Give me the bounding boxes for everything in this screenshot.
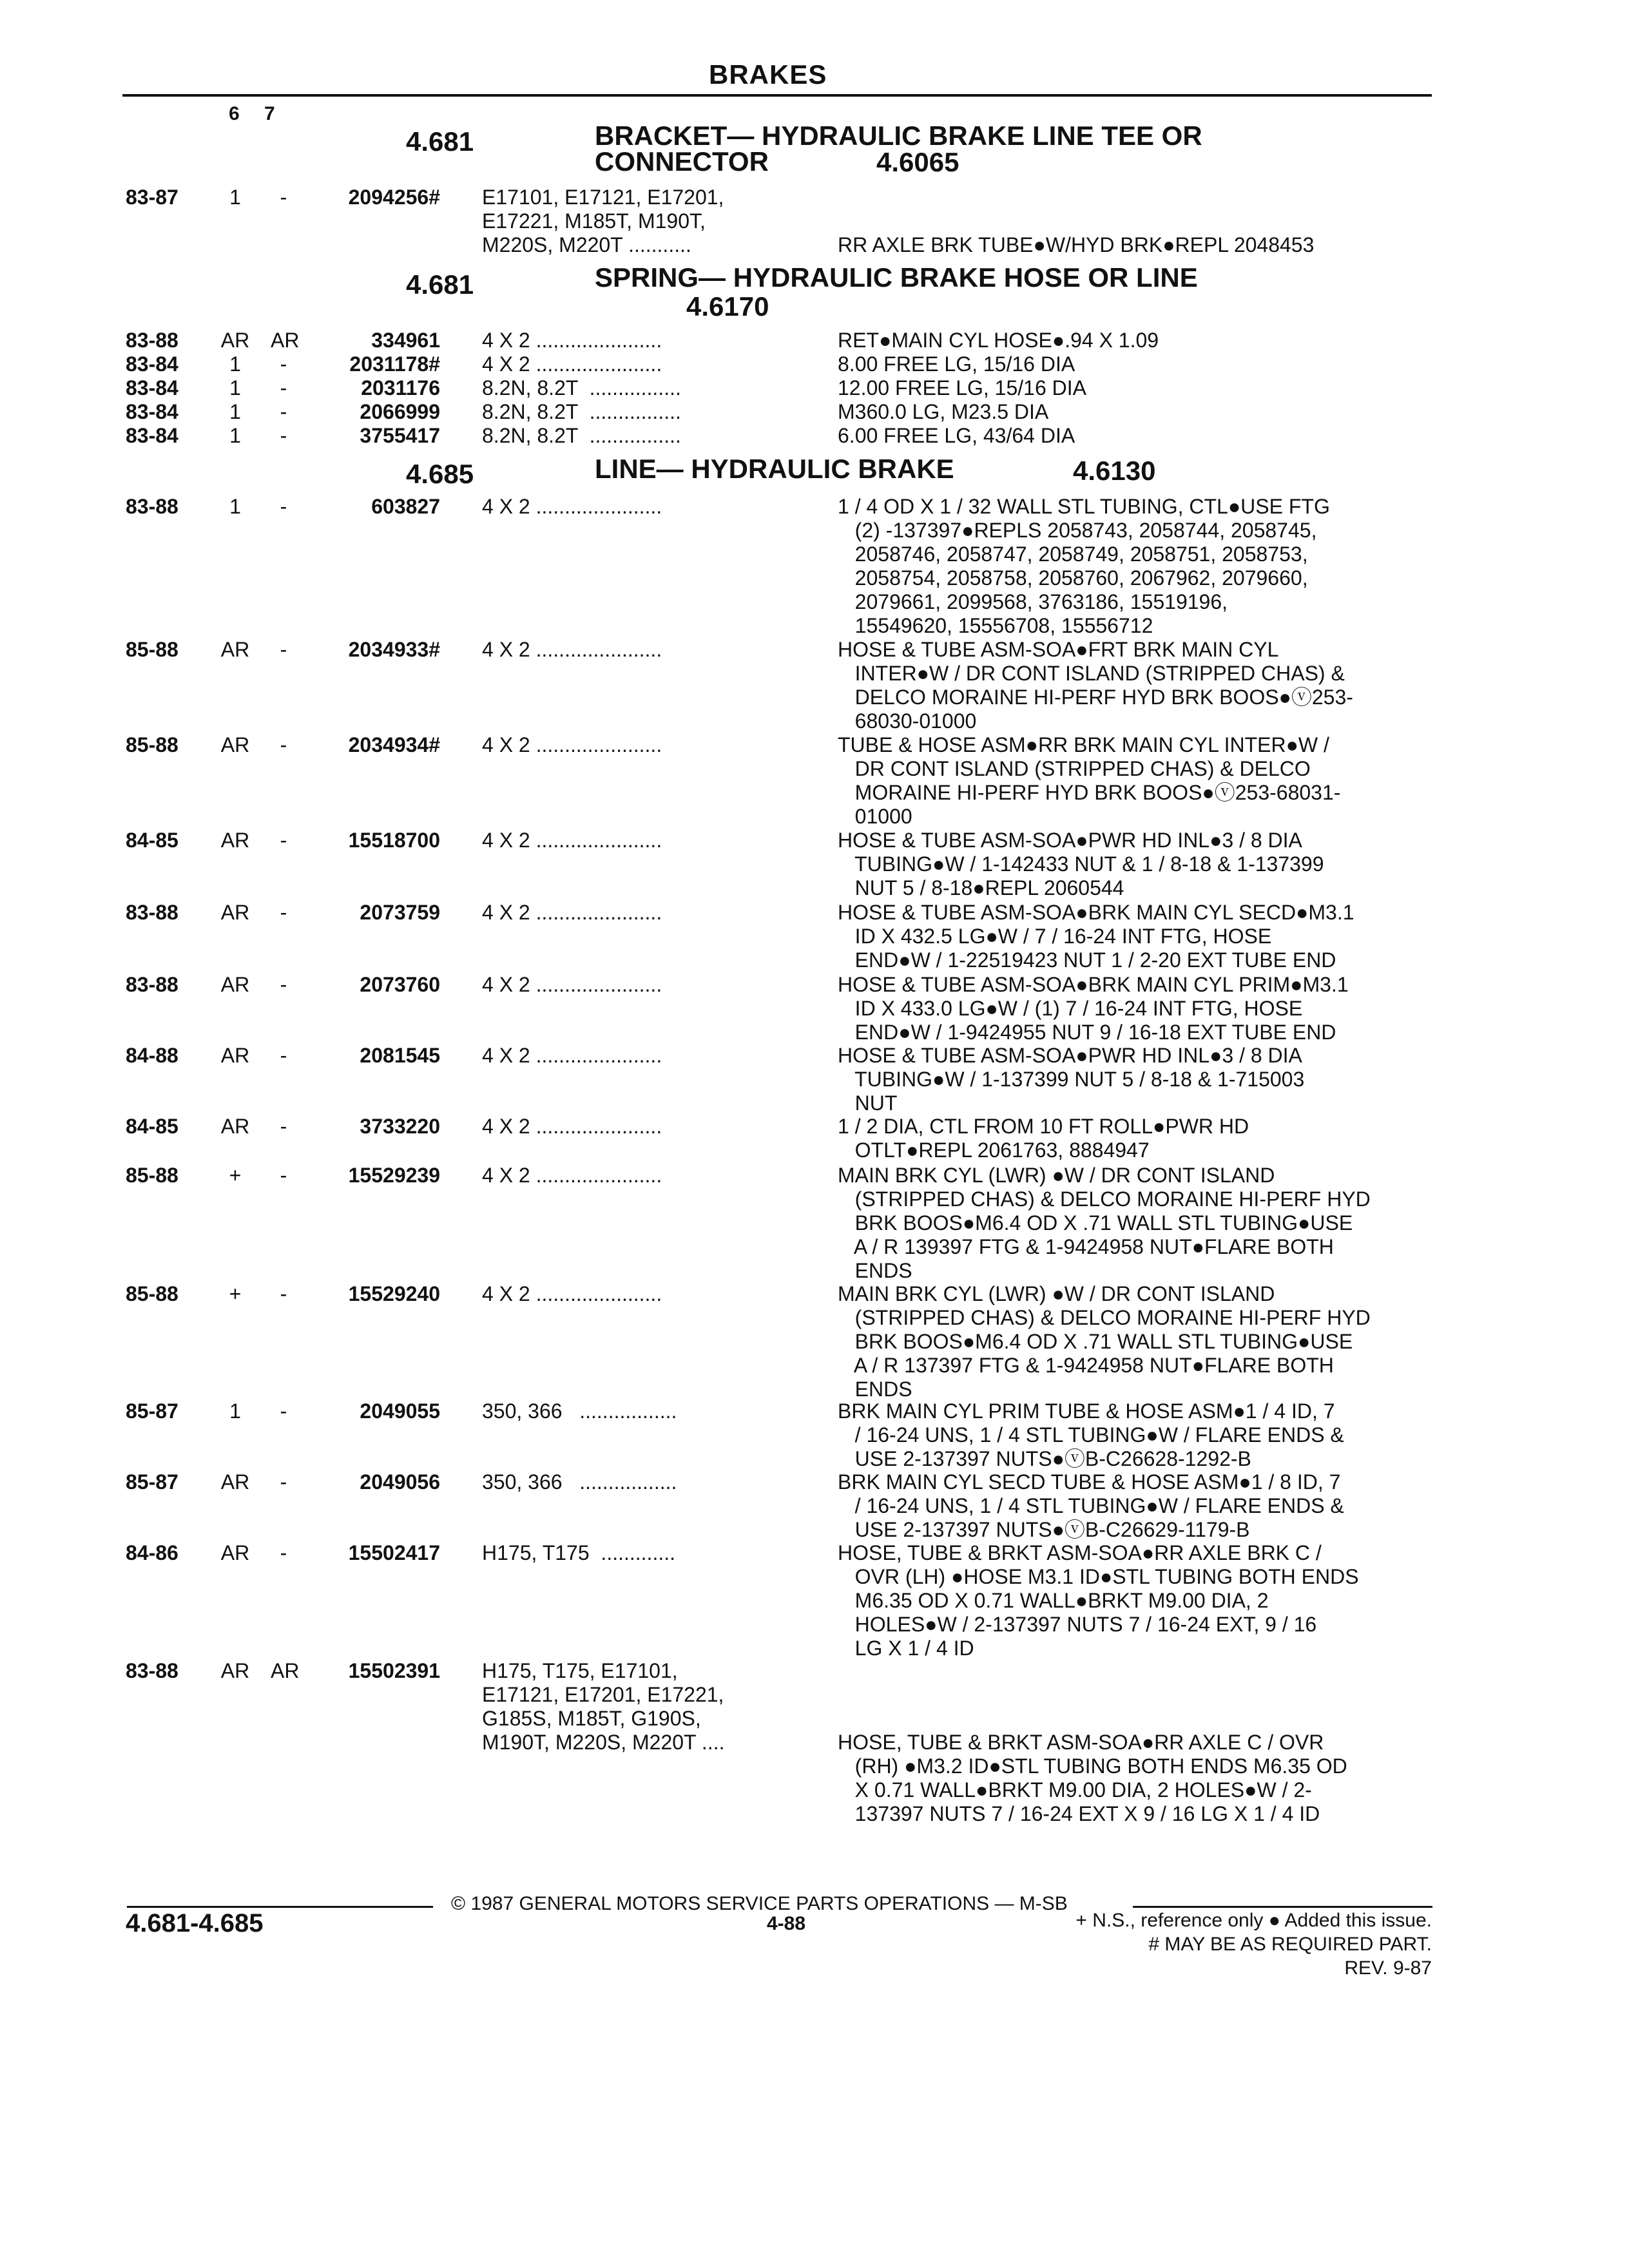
column-headers: 6 7 bbox=[229, 103, 275, 124]
section-ref: 4.6170 bbox=[686, 291, 769, 322]
section-title: BRACKET— HYDRAULIC BRAKE LINE TEE OR bbox=[595, 120, 1202, 151]
section-ref: 4.6065 bbox=[876, 147, 959, 177]
section-number: 4.685 bbox=[406, 459, 474, 489]
copyright: © 1987 GENERAL MOTORS SERVICE PARTS OPERATIONS — M-SB bbox=[451, 1893, 1068, 1914]
page-title: BRAKES bbox=[709, 59, 827, 90]
section-title-line2: CONNECTOR bbox=[595, 146, 769, 177]
section-number: 4.681 bbox=[406, 126, 474, 157]
legend-notes: + N.S., reference only ● Added this issue. # MAY BE AS REQUIRED PART. REV. 9-87 bbox=[1075, 1910, 1432, 1979]
section-title: SPRING— HYDRAULIC BRAKE HOSE OR LINE bbox=[595, 262, 1198, 293]
footer-rule-right bbox=[1133, 1906, 1432, 1908]
section-range: 4.681-4.685 bbox=[126, 1909, 264, 1937]
section-number: 4.681 bbox=[406, 269, 474, 300]
header-rule bbox=[122, 94, 1432, 97]
section-ref: 4.6130 bbox=[1073, 456, 1156, 486]
page-number: 4-88 bbox=[767, 1913, 806, 1934]
footer-rule-left bbox=[127, 1906, 433, 1908]
section-title: LINE— HYDRAULIC BRAKE bbox=[595, 454, 954, 484]
